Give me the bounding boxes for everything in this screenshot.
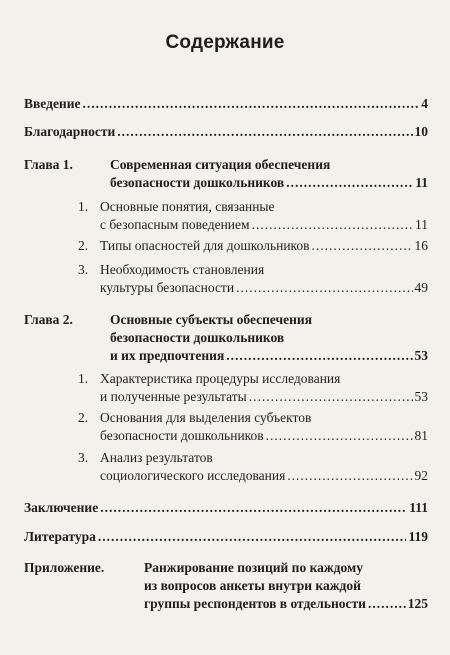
toc-entry-appendix[interactable]	[24, 560, 428, 612]
chapter-title-line: безопасности дошкольников	[110, 330, 285, 345]
toc-page-number: 111	[409, 500, 428, 515]
dot-leader	[286, 175, 413, 191]
section-number: 1.	[78, 199, 89, 214]
toc-page-number: 53	[414, 348, 428, 363]
toc-page-number: 11	[415, 175, 428, 190]
appendix-title-line: из вопросов анкеты внутри каждой	[144, 578, 361, 593]
toc-entry-acknowledgements[interactable]	[24, 124, 428, 140]
toc-page-number: 81	[414, 428, 428, 443]
section-number: 1.	[78, 371, 89, 386]
section-number: 3.	[78, 450, 89, 465]
toc-entry-section-2-1[interactable]	[78, 371, 428, 405]
section-title-line: Характеристика процедуры исследования	[100, 371, 341, 386]
appendix-title-line: группы респондентов в отдельности	[144, 596, 366, 611]
toc-entry-chapter-1[interactable]	[24, 157, 428, 191]
toc-entry-literature[interactable]	[24, 529, 428, 545]
toc-entry-label: Заключение	[24, 500, 99, 515]
page-title: Содержание	[165, 32, 285, 53]
dot-leader	[287, 468, 412, 484]
chapter-number: Глава 2.	[24, 312, 73, 327]
toc-entry-conclusion[interactable]	[24, 500, 428, 516]
section-title-line: Основания для выделения субъектов	[100, 410, 312, 425]
appendix-label: Приложение.	[24, 560, 105, 575]
toc-page-number: 119	[408, 529, 428, 544]
toc-entry-section-2-2[interactable]	[78, 410, 428, 444]
dot-leader	[236, 280, 412, 296]
chapter-number: Глава 1.	[24, 157, 73, 172]
dot-leader	[98, 529, 407, 545]
toc-page-number: 53	[414, 389, 428, 404]
toc-entry-section-1-1[interactable]	[78, 199, 428, 233]
chapter-title-line: и их предпочтения	[110, 348, 225, 363]
section-number: 2.	[78, 410, 89, 425]
toc-entry-label: Введение	[24, 96, 81, 111]
dot-leader	[266, 428, 413, 444]
dot-leader	[368, 596, 406, 612]
toc-page-number: 125	[407, 596, 428, 611]
section-title-line: и полученные результаты	[100, 389, 247, 404]
section-title-line: с безопасным поведением	[100, 217, 250, 232]
section-number: 3.	[78, 262, 89, 277]
dot-leader	[117, 124, 412, 140]
section-title-line: социологического исследования	[100, 468, 286, 483]
dot-leader	[252, 217, 413, 233]
toc-page-number: 16	[414, 238, 428, 253]
toc-entry-label: Литература	[24, 529, 96, 544]
dot-leader	[312, 238, 413, 254]
chapter-title-line: Основные субъекты обеспечения	[110, 312, 313, 327]
section-title-line: культуры безопасности	[100, 280, 235, 295]
section-title-line: Типы опасностей для дошкольников	[100, 238, 310, 253]
toc-page-number: 11	[415, 217, 428, 232]
section-title-line: безопасности дошкольников	[100, 428, 264, 443]
toc-entry-chapter-2[interactable]	[24, 312, 428, 364]
toc-entry-section-1-2[interactable]	[78, 238, 428, 254]
chapter-title-line: Современная ситуация обеспечения	[110, 157, 331, 172]
toc-page-number: 4	[421, 96, 428, 111]
dot-leader	[249, 389, 413, 405]
section-number: 2.	[78, 238, 89, 253]
toc-entry-section-1-3[interactable]	[78, 262, 428, 296]
chapter-title-line: безопасности дошкольников	[110, 175, 285, 190]
toc-page-number: 10	[414, 124, 428, 139]
section-title-line: Необходимость становления	[100, 262, 265, 277]
toc-entry-label: Благодарности	[24, 124, 116, 139]
dot-leader	[82, 96, 419, 112]
section-title-line: Анализ результатов	[100, 450, 213, 465]
dot-leader	[226, 348, 412, 364]
toc-entry-introduction[interactable]	[24, 96, 428, 112]
toc-entry-section-2-3[interactable]	[78, 450, 428, 484]
toc-page-number: 92	[414, 468, 428, 483]
dot-leader	[100, 500, 407, 516]
toc-page-number: 49	[414, 280, 428, 295]
appendix-title-line: Ранжирование позиций по каждому	[144, 560, 363, 575]
section-title-line: Основные понятия, связанные	[100, 199, 275, 214]
